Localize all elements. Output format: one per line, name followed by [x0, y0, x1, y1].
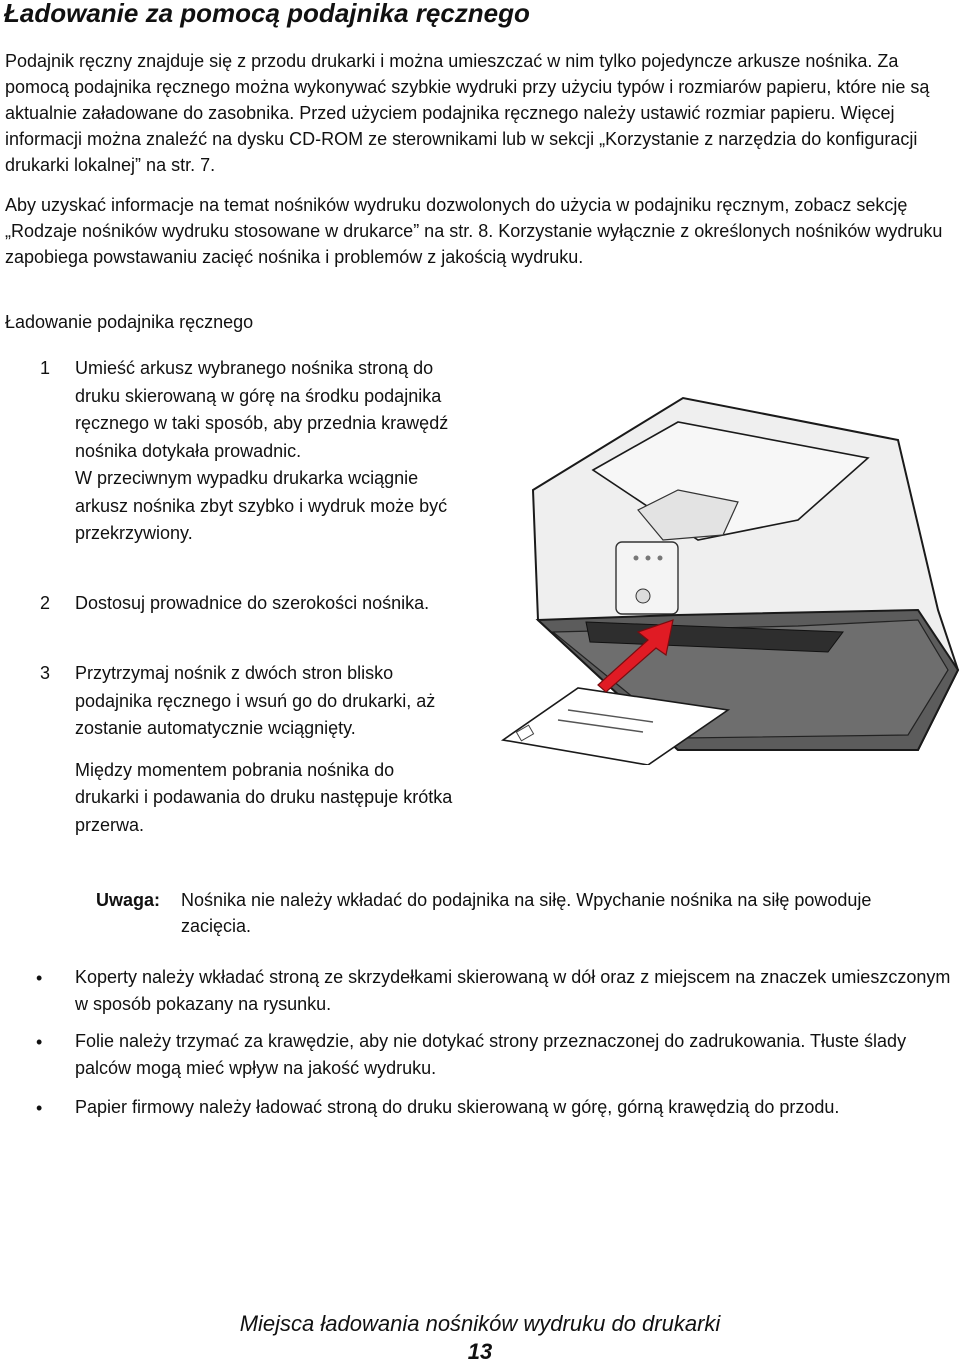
step-extra-text: Między momentem pobrania nośnika do drukarki i podawania do druku następuje krótka przerwa. [75, 759, 453, 835]
step-number: 2 [40, 593, 51, 613]
button-icon [636, 589, 650, 603]
page-title: Ładowanie za pomocą podajnika ręcznego [4, 0, 530, 28]
bullet-icon: • [36, 1032, 43, 1052]
printer-illustration [498, 370, 960, 765]
control-panel [616, 542, 678, 614]
bullet-text: Papier firmowy należy ładować stroną do druku skierowaną w górę, górną krawędzią do przodu. [75, 1097, 840, 1117]
bullet-text: Folie należy trzymać za krawędzie, aby nie dotykać strony przeznaczonej do zadrukowania. Tłuste ślady palców mogą mieć wpływ na jakość wydruku. [75, 1031, 907, 1078]
step-text: Dostosuj prowadnice do szerokości nośnika. [75, 593, 430, 613]
bullet-icon: • [36, 1098, 43, 1118]
procedure-heading: Ładowanie podajnika ręcznego [5, 312, 254, 332]
footer-section-title: Miejsca ładowania nośników wydruku do drukarki [239, 1311, 721, 1336]
step-number: 1 [40, 358, 51, 378]
page-number: 13 [467, 1339, 493, 1364]
light-icon [646, 556, 651, 561]
step-text: Umieść arkusz wybranego nośnika stroną do druku skierowaną w górę na środku podajnika ręcznego w taki sposób, aby przednia krawędź nośnika dotykała prowadnic. [75, 358, 449, 461]
light-icon [658, 556, 663, 561]
note-text: Nośnika nie należy wkładać do podajnika na siłę. Wpychanie nośnika na siłę powoduje zacięcia. [181, 890, 872, 936]
step-extra-text: W przeciwnym wypadku drukarka wciągnie arkusz nośnika zbyt szybko i wydruk może być przekrzywiony. [75, 468, 448, 543]
note-label: Uwaga: [96, 890, 161, 910]
step-text: Przytrzymaj nośnik z dwóch stron blisko podajnika ręcznego i wsuń go do drukarki, aż zostanie automatycznie wciągnięty. [75, 663, 436, 738]
step-number: 3 [40, 663, 51, 683]
bullet-icon: • [36, 968, 43, 988]
intro-paragraph-1: Podajnik ręczny znajduje się z przodu drukarki i można umieszczać w nim tylko pojedyncze arkusze nośnika. Za pomocą podajnika ręcznego można wykonywać szybkie wydruki przy użyciu typów i rozmiarów papieru, które nie są aktualnie załadowane do zasobnika. Przed użyciem podajnika ręcznego należy ustawić rozmiar papieru. Więcej informacji można znaleźć na dysku CD-ROM ze sterownikami lub w sekcji „Korzystanie z narzędzia do konfiguracji drukarki lokalnej” na str. 7. [5, 51, 930, 175]
light-icon [634, 556, 639, 561]
intro-paragraph-2: Aby uzyskać informacje na temat nośników wydruku dozwolonych do użycia w podajniku ręcznym, zobacz sekcję „Rodzaje nośników wydruku stosowane w drukarce” na str. 8. Korzystanie wyłącznie z określonych nośników wydruku zapobiega powstawaniu zacięć nośnika i problemów z jakością wydruku. [5, 195, 943, 267]
bullet-text: Koperty należy wkładać stroną ze skrzydełkami skierowaną w dół oraz z miejscem na znaczek umieszczonym w sposób pokazany na rysunku. [75, 967, 951, 1014]
